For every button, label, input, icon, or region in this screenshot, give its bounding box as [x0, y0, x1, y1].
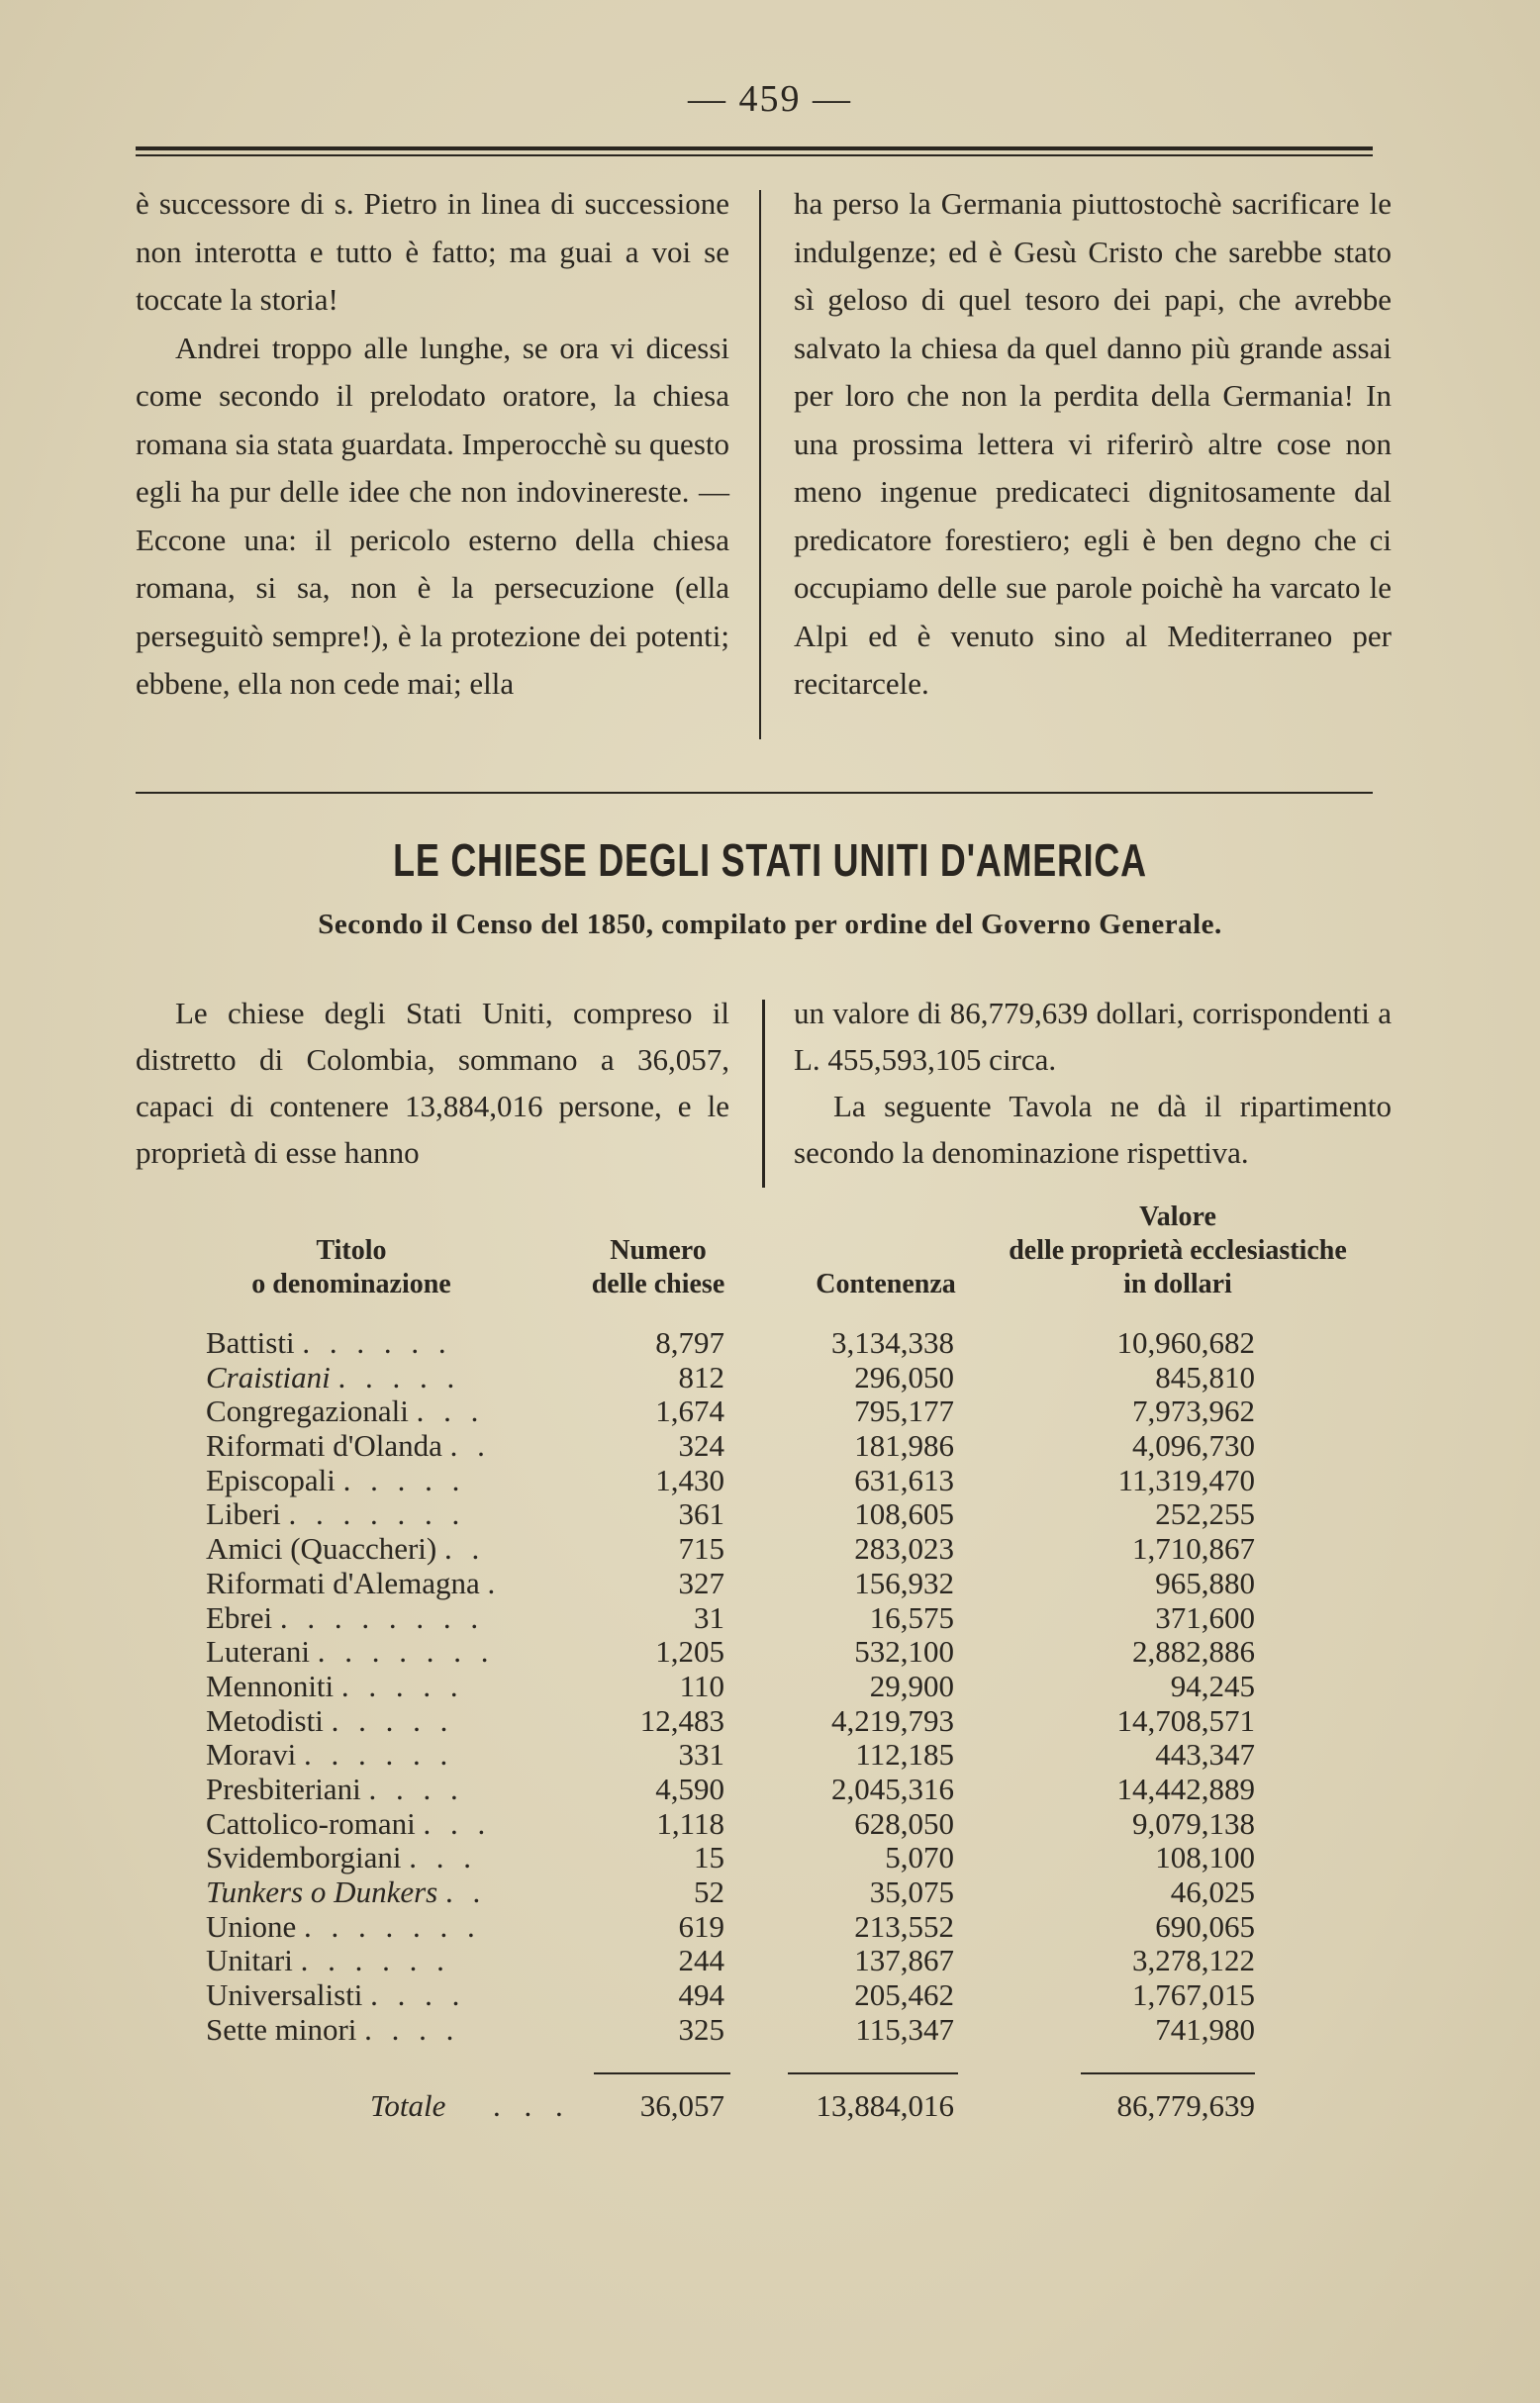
denomination-name	[206, 1910, 602, 1945]
denomination-name	[206, 1738, 602, 1773]
denomination-name	[206, 1497, 602, 1532]
leader-dots: . . . . .	[342, 1463, 466, 1497]
denomination-name	[206, 1978, 602, 2013]
table-row	[0, 1601, 1540, 1636]
value-cell: 108,100	[1155, 1840, 1255, 1875]
intro-right-column	[794, 990, 1392, 1176]
denomination-name	[206, 1670, 602, 1704]
table-row	[0, 1670, 1540, 1704]
value-cell: 371,600	[1155, 1599, 1255, 1635]
denominations-table	[0, 1326, 1540, 2047]
denomination-label: Metodisti	[206, 1703, 324, 1738]
total-value: 86,779,639	[1116, 2088, 1255, 2123]
churches-cell: 4,590	[655, 1771, 724, 1806]
leader-dots: . . .	[409, 1841, 477, 1875]
denomination-name	[206, 1773, 602, 1807]
denomination-name	[206, 1532, 602, 1567]
column-divider	[762, 1000, 765, 1188]
section-divider	[136, 792, 1373, 794]
denomination-name	[206, 1841, 602, 1875]
denomination-label: Mennoniti	[206, 1669, 335, 1703]
value-cell: 845,810	[1155, 1359, 1255, 1394]
capacity-cell: 628,050	[854, 1805, 954, 1841]
value-cell: 9,079,138	[1132, 1805, 1255, 1841]
table-row	[0, 1910, 1540, 1945]
intro-left-column	[136, 990, 729, 1176]
total-churches: 36,057	[639, 2088, 724, 2123]
article-subtitle: Secondo il Censo del 1850, compilato per ordine del Governo Generale.	[318, 909, 1222, 940]
table-row	[0, 1635, 1540, 1670]
churches-cell: 715	[678, 1531, 724, 1567]
value-cell: 46,025	[1170, 1874, 1255, 1909]
denomination-label: Amici (Quaccheri)	[206, 1532, 437, 1567]
capacity-cell: 296,050	[854, 1359, 954, 1394]
churches-cell: 1,674	[655, 1394, 724, 1429]
capacity-cell: 35,075	[869, 1874, 954, 1909]
table-row	[0, 1361, 1540, 1395]
leader-dots: . .	[444, 1532, 486, 1567]
denomination-label: Sette minori	[206, 2012, 357, 2047]
leader-dots: . . .	[493, 2088, 571, 2123]
column-divider	[759, 190, 761, 739]
table-row	[0, 1532, 1540, 1567]
table-row	[0, 1773, 1540, 1807]
denomination-name	[206, 1807, 602, 1842]
table-row	[0, 1944, 1540, 1978]
table-row	[0, 1326, 1540, 1361]
denomination-label: Luterani	[206, 1635, 311, 1670]
churches-cell: 361	[678, 1496, 724, 1532]
article-title: LE CHIESE DEGLI STATI UNITI D'AMERICA	[393, 834, 1147, 886]
value-cell: 741,980	[1155, 2011, 1255, 2047]
top-right-column	[794, 180, 1392, 709]
leader-dots: . . . .	[370, 1978, 466, 2013]
paragraph: è successore di s. Pietro in linea di successione non interotta e tutto è fatto; ma guai a voi se toccate la storia!	[136, 186, 729, 317]
value-cell: 443,347	[1155, 1737, 1255, 1773]
churches-cell: 812	[678, 1359, 724, 1394]
denomination-label: Episcopali	[206, 1463, 336, 1497]
denomination-label: Craistiani	[206, 1360, 331, 1394]
capacity-cell: 156,932	[854, 1565, 954, 1600]
churches-cell: 15	[694, 1840, 724, 1875]
leader-dots: . . . .	[368, 1772, 464, 1806]
paragraph: La seguente Tavola ne dà il ripartimento secondo la denominazione rispettiva.	[794, 1089, 1392, 1170]
denomination-label: Liberi	[206, 1497, 281, 1532]
denomination-label: Congregazionali	[206, 1394, 409, 1429]
churches-cell: 52	[694, 1874, 724, 1909]
capacity-cell: 213,552	[854, 1908, 954, 1944]
denomination-label: Ebrei	[206, 1600, 273, 1635]
leader-dots: . . . . .	[337, 1360, 461, 1394]
table-row	[0, 1978, 1540, 2013]
churches-cell: 1,205	[655, 1634, 724, 1670]
churches-cell: 331	[678, 1737, 724, 1773]
capacity-cell: 3,134,338	[831, 1325, 954, 1360]
denomination-name	[206, 1464, 602, 1498]
denomination-label: Tunkers o Dunkers	[206, 1875, 438, 1909]
value-cell: 11,319,470	[1117, 1462, 1255, 1497]
sum-rule	[1081, 2072, 1255, 2074]
sum-rule	[594, 2072, 730, 2074]
table-row	[0, 1738, 1540, 1773]
capacity-cell: 631,613	[854, 1462, 954, 1497]
denomination-name	[206, 1601, 602, 1636]
churches-cell: 325	[678, 2011, 724, 2047]
churches-cell: 1,430	[655, 1462, 724, 1497]
table-row	[0, 1429, 1540, 1464]
table-row	[0, 1841, 1540, 1875]
denomination-name	[206, 1429, 602, 1464]
churches-cell: 494	[678, 1977, 724, 2013]
table-row	[0, 1807, 1540, 1842]
denomination-name	[206, 1326, 602, 1361]
value-cell: 1,767,015	[1132, 1977, 1255, 2013]
denomination-name	[206, 1361, 602, 1395]
capacity-cell: 205,462	[854, 1977, 954, 2013]
value-cell: 965,880	[1155, 1565, 1255, 1600]
leader-dots: . . .	[416, 1394, 485, 1429]
leader-dots: . .	[444, 1875, 487, 1909]
leader-dots: . . . . . . .	[317, 1635, 495, 1670]
value-cell: 14,442,889	[1116, 1771, 1255, 1806]
capacity-cell: 115,347	[855, 2011, 954, 2047]
leader-dots: . . . . . . . .	[279, 1600, 485, 1635]
denomination-name	[206, 2013, 602, 2048]
denomination-label: Unitari	[206, 1944, 293, 1978]
sum-rule	[788, 2072, 958, 2074]
leader-dots: . . . . . .	[304, 1738, 454, 1773]
denomination-label: Universalisti	[206, 1978, 363, 2013]
value-cell: 7,973,962	[1132, 1394, 1255, 1429]
churches-cell: 12,483	[639, 1702, 724, 1738]
capacity-cell: 532,100	[854, 1634, 954, 1670]
header-rule	[136, 146, 1373, 150]
leader-dots: . . . . . .	[302, 1326, 452, 1360]
table-row	[0, 1567, 1540, 1601]
leader-dots: . . .	[423, 1806, 492, 1841]
value-cell: 14,708,571	[1116, 1702, 1255, 1738]
paragraph: ha perso la Germania piuttostochè sacrificare le indulgenze; ed è Gesù Cristo che sarebbe stato sì geloso di quel tesoro dei papi, che avrebbe salvato la chiesa da quel danno più grande assai per loro che non la perdita della Germania! In una prossima lettera vi riferirò altre cose non meno ingenue predicateci dignitosamente dal predicatore forestiero; egli è ben degno che ci occupiamo delle sue parole poichè ha varcato le Alpi ed è venuto sino al Mediterraneo per recitarcele.	[794, 186, 1392, 701]
denomination-label: Cattolico-romani	[206, 1806, 416, 1841]
capacity-cell: 181,986	[854, 1428, 954, 1464]
value-cell: 10,960,682	[1116, 1325, 1255, 1360]
denomination-name	[206, 1394, 602, 1429]
header-rule-thin	[136, 154, 1373, 156]
denomination-name	[206, 1567, 602, 1601]
capacity-cell: 112,185	[855, 1737, 954, 1773]
capacity-cell: 795,177	[854, 1394, 954, 1429]
value-cell: 1,710,867	[1132, 1531, 1255, 1567]
total-capacity: 13,884,016	[816, 2088, 954, 2123]
table-row	[0, 2013, 1540, 2048]
denomination-label: Svidemborgiani	[206, 1841, 402, 1875]
value-cell: 690,065	[1155, 1908, 1255, 1944]
value-cell: 4,096,730	[1132, 1428, 1255, 1464]
leader-dots: .	[487, 1566, 502, 1600]
capacity-cell: 283,023	[854, 1531, 954, 1567]
table-row	[0, 1464, 1540, 1498]
leader-dots: . . . . .	[331, 1703, 454, 1738]
header-number: Numero delle chiese	[591, 1235, 725, 1299]
denomination-label: Battisti	[206, 1326, 295, 1360]
paragraph: Le chiese degli Stati Uniti, compreso il distretto di Colombia, sommano a 36,057, capaci di contenere 13,884,016 persone, e le proprietà di esse hanno	[136, 996, 729, 1170]
denomination-name	[206, 1875, 602, 1910]
leader-dots: . . . . . . .	[304, 1909, 481, 1944]
denomination-label: Moravi	[206, 1738, 297, 1773]
denomination-name	[206, 1944, 602, 1978]
leader-dots: . . . . . . .	[288, 1497, 466, 1532]
header-capacity: Contenenza	[816, 1269, 956, 1299]
leader-dots: . . . . . .	[300, 1944, 450, 1978]
total-label: Totale	[370, 2088, 446, 2123]
churches-cell: 244	[678, 1943, 724, 1978]
top-left-column	[136, 180, 729, 709]
capacity-cell: 29,900	[869, 1668, 954, 1703]
page-number: — 459 —	[688, 78, 852, 120]
table-row	[0, 1704, 1540, 1739]
denomination-label: Riformati d'Olanda	[206, 1429, 442, 1464]
value-cell: 252,255	[1155, 1496, 1255, 1532]
value-cell: 3,278,122	[1132, 1943, 1255, 1978]
leader-dots: . .	[449, 1429, 491, 1464]
leader-dots: . . . . .	[340, 1669, 464, 1703]
table-row	[0, 1875, 1540, 1910]
capacity-cell: 137,867	[854, 1943, 954, 1978]
churches-cell: 324	[678, 1428, 724, 1464]
churches-cell: 110	[679, 1668, 724, 1703]
value-cell: 2,882,886	[1132, 1634, 1255, 1670]
denomination-name	[206, 1704, 602, 1739]
capacity-cell: 2,045,316	[831, 1771, 954, 1806]
capacity-cell: 5,070	[885, 1840, 954, 1875]
capacity-cell: 4,219,793	[831, 1702, 954, 1738]
paragraph: un valore di 86,779,639 dollari, corrispondenti a L. 455,593,105 circa.	[794, 996, 1392, 1077]
churches-cell: 327	[678, 1565, 724, 1600]
leader-dots: . . . .	[364, 2012, 460, 2047]
capacity-cell: 108,605	[854, 1496, 954, 1532]
paragraph: Andrei troppo alle lunghe, se ora vi dicessi come secondo il prelodato oratore, la chiesa romana sia stata guardata. Imperocchè su questo egli ha pur delle idee che non indovinereste. — Eccone una: il pericolo esterno della chiesa romana, si sa, non è la persecuzione (ella perseguitò sempre!), è la protezione dei potenti; ebbene, ella non cede mai; ella	[136, 330, 729, 701]
churches-cell: 31	[694, 1599, 724, 1635]
churches-cell: 8,797	[655, 1325, 724, 1360]
table-row	[0, 1394, 1540, 1429]
churches-cell: 1,118	[656, 1805, 724, 1841]
table-row	[0, 1497, 1540, 1532]
capacity-cell: 16,575	[869, 1599, 954, 1635]
header-title: Titolo o denominazione	[251, 1235, 451, 1299]
denomination-label: Unione	[206, 1909, 297, 1944]
denomination-name	[206, 1635, 602, 1670]
value-cell: 94,245	[1170, 1668, 1255, 1703]
churches-cell: 619	[678, 1908, 724, 1944]
denomination-label: Riformati d'Alemagna	[206, 1566, 480, 1600]
header-value: Valore delle proprietà ecclesiastiche in dollari	[1009, 1202, 1347, 1299]
denomination-label: Presbiteriani	[206, 1772, 361, 1806]
